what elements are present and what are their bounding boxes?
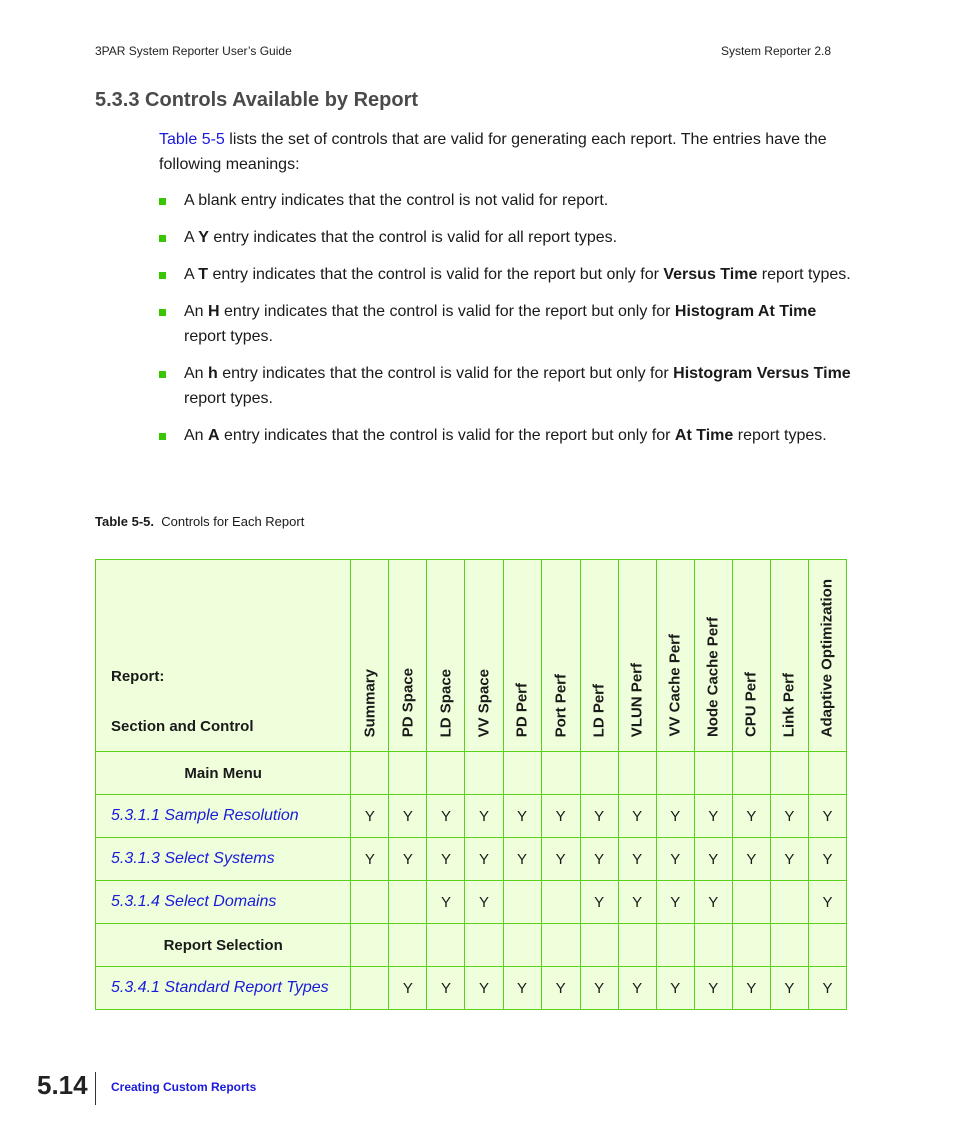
table-cell [580,924,618,967]
bullet-square-icon [159,433,166,440]
column-header-label: LD Space [437,668,455,737]
column-header [351,560,389,752]
table-row [96,881,847,924]
table-cell: Y [808,838,846,881]
list-item: A Y entry indicates that the control is valid for all report types. [159,225,859,250]
section-row [96,924,847,967]
table-cell [465,752,503,795]
table-row [96,838,847,881]
column-header-label: Adaptive Optimization [818,578,836,737]
table-cell [808,924,846,967]
table-cell: Y [503,838,541,881]
column-header-label: VV Cache Perf [666,634,684,737]
table-cell: Y [351,838,389,881]
table-cell: Y [427,881,465,924]
table-cell [580,752,618,795]
section-label: Main Menu [96,752,351,795]
column-header-label: PD Space [399,667,417,737]
controls-table [95,559,847,1010]
table-cell: Y [770,838,808,881]
table-cell [503,924,541,967]
table-cell: Y [351,795,389,838]
control-link[interactable]: 5.3.4.1 Standard Report Types [96,967,351,1010]
page-number: 5.14 [37,1070,88,1100]
table-cell: Y [656,881,694,924]
table-cell [770,924,808,967]
table-cell [389,881,427,924]
column-header-label: PD Perf [513,682,531,737]
column-header [541,560,580,752]
table-cell: Y [732,967,770,1010]
footer-divider [95,1072,96,1105]
caption-label: Table 5-5. [95,514,155,529]
table-cell [618,752,656,795]
table-cell: Y [656,967,694,1010]
list-item: A T entry indicates that the control is valid for the report but only for Versus Time report types. [159,262,859,287]
table-cell: Y [770,967,808,1010]
bullet-square-icon [159,272,166,279]
table-cell [465,924,503,967]
table-cell [427,924,465,967]
table-cell: Y [770,795,808,838]
section-control-header-label: Section and Control [111,718,254,735]
footer-chapter-link[interactable]: Creating Custom Reports [111,1080,257,1094]
table-cell: Y [656,838,694,881]
table-cell: Y [580,881,618,924]
table-cell [732,924,770,967]
list-item: An A entry indicates that the control is valid for the report but only for At Time report types. [159,423,859,448]
section-label: Report Selection [96,924,351,967]
table-cell [770,881,808,924]
table-cell [656,752,694,795]
table-cell: Y [503,967,541,1010]
meanings-list [159,188,859,460]
table-cell: Y [732,838,770,881]
table-cell: Y [618,838,656,881]
table-cell: Y [503,795,541,838]
column-header-label: VV Space [475,668,493,737]
table-cell [541,752,580,795]
table-cell [618,924,656,967]
table-cell: Y [808,967,846,1010]
table-cell: Y [656,795,694,838]
table-reference-link[interactable]: Table 5-5 [159,131,225,148]
column-header-label: Link Perf [780,672,798,737]
column-header-label: LD Perf [590,683,608,737]
table-cell: Y [694,881,732,924]
column-header [427,560,465,752]
report-header-cell [96,560,351,752]
control-link[interactable]: 5.3.1.3 Select Systems [96,838,351,881]
table-cell: Y [808,881,846,924]
table-cell: Y [618,795,656,838]
list-item: An H entry indicates that the control is valid for the report but only for Histogram At Time report types. [159,299,859,349]
intro-text: lists the set of controls that are valid for generating each report. The entries have the following meanings: [159,131,827,173]
column-header-label: VLUN Perf [628,662,646,737]
column-header [808,560,846,752]
table-caption [95,514,304,529]
column-header [389,560,427,752]
section-row [96,752,847,795]
column-header-label: CPU Perf [742,671,760,737]
table-cell: Y [427,838,465,881]
bullet-square-icon [159,309,166,316]
table-cell: Y [694,838,732,881]
table-cell [770,752,808,795]
caption-text: Controls for Each Report [161,514,305,529]
table-cell: Y [465,881,503,924]
table-cell: Y [541,838,580,881]
column-header [770,560,808,752]
table-cell: Y [618,881,656,924]
column-header [656,560,694,752]
list-item: A blank entry indicates that the control is not valid for report. [159,188,859,213]
table-cell: Y [694,795,732,838]
column-header [503,560,541,752]
table-cell: Y [389,967,427,1010]
table-cell [503,881,541,924]
intro-paragraph [159,127,859,177]
table-cell [732,752,770,795]
table-cell: Y [465,795,503,838]
report-header-label: Report: [111,668,165,685]
section-title: 5.3.3 Controls Available by Report [95,89,419,111]
table-cell [541,924,580,967]
running-header-title: 3PAR System Reporter User’s Guide [95,44,292,58]
column-header-label: Port Perf [552,673,570,737]
table-cell [541,881,580,924]
table-cell [732,881,770,924]
column-header [580,560,618,752]
table-cell: Y [580,795,618,838]
table-cell: Y [732,795,770,838]
column-header [618,560,656,752]
table-cell [351,752,389,795]
table-cell: Y [465,838,503,881]
table-cell [389,752,427,795]
column-header [694,560,732,752]
table-cell: Y [541,967,580,1010]
column-header-label: Node Cache Perf [704,616,722,737]
table-cell: Y [580,838,618,881]
bullet-square-icon [159,235,166,242]
table-row [96,967,847,1010]
table-cell: Y [808,795,846,838]
table-cell [656,924,694,967]
column-header [732,560,770,752]
table-header-row [96,560,847,752]
table-cell [351,967,389,1010]
table-cell: Y [541,795,580,838]
table-cell [351,881,389,924]
list-item: An h entry indicates that the control is valid for the report but only for Histogram Versus Time report types. [159,361,859,411]
table-cell [427,752,465,795]
table-cell [503,752,541,795]
table-cell: Y [465,967,503,1010]
table-cell [694,752,732,795]
table-cell: Y [427,795,465,838]
table-cell: Y [389,795,427,838]
table-cell: Y [427,967,465,1010]
table-cell [694,924,732,967]
bullet-square-icon [159,371,166,378]
column-header [465,560,503,752]
running-header-version: System Reporter 2.8 [720,44,831,58]
table-cell: Y [389,838,427,881]
table-cell: Y [580,967,618,1010]
table-cell: Y [694,967,732,1010]
table-cell: Y [618,967,656,1010]
control-link[interactable]: 5.3.1.1 Sample Resolution [96,795,351,838]
table-row [96,795,847,838]
control-link[interactable]: 5.3.1.4 Select Domains [96,881,351,924]
table-cell [389,924,427,967]
table-cell [808,752,846,795]
column-header-label: Summary [361,668,379,737]
table-cell [351,924,389,967]
bullet-square-icon [159,198,166,205]
